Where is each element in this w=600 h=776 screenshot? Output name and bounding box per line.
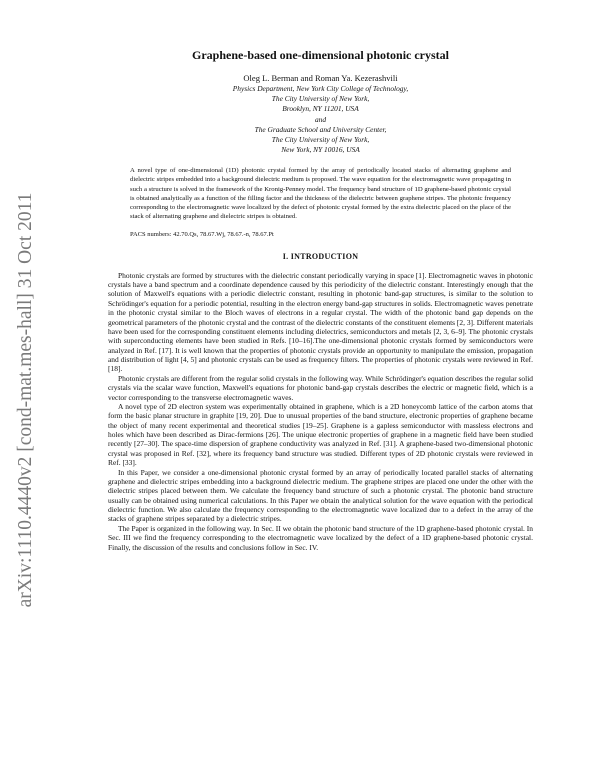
pacs-numbers: PACS numbers: 42.70.Qs, 78.67.Wj, 78.67.-n, 78.67.Pt: [130, 230, 274, 238]
body-paragraph: Photonic crystals are different from the regular solid crystals in the following way. While Schrödinger's equation describes the regular solid crystals via the scalar wave function, Maxwell's equations for photonic band-gap crystals describes the electric or magnetic field, which is a vector corresponding to the transverse electromagnetic waves.: [108, 373, 533, 402]
arxiv-identifier: arXiv:1110.4440v2 [cond-mat.mes-hall] 31 Oct 2011: [15, 192, 36, 608]
paper-authors: Oleg L. Berman and Roman Ya. Kezerashvili: [243, 73, 398, 83]
body-paragraph: A novel type of 2D electron system was experimentally obtained in graphene, which is a 2D honeycomb lattice of the carbon atoms that form the basic planar structure in graphite [19, 20]. Due to unusual properties of the band structure, electronic properties of graphene became the object of many recent experimental and theoretical studies [19–25]. Graphene is a gapless semiconductor with massless electrons and holes which have been described as Dirac-fermions [26]. The unique electronic properties of graphene in a magnetic field have been studied recently [27–30]. The space-time dispersion of graphene conductivity was analyzed in Ref. [31]. A graphene-based two-dimensional photonic crystal was proposed in Ref. [32], where its frequency band structure was studied. Different types of 2D photonic crystals were reviewed in Ref. [33].: [108, 401, 533, 468]
paper-page: [108, 48, 533, 552]
body-paragraph: In this Paper, we consider a one-dimensional photonic crystal formed by an array of periodically located parallel stacks of alternating graphene and dielectric stripes embedding into a background dielectric medium. The graphene stripes are placed one under the other with the dielectric stripes placed between them. We calculate the frequency band structure of such a photonic crystal. The photonic band structure usually can be obtained using numerical calculations. In this Paper we obtain the analytical solution for the wave equation with the periodical dielectric function. We also calculate the frequency corresponding to the electromagnetic wave localized due to a defect in the array of the stacks of graphene stripes separated by a dielectric stripes.: [108, 467, 533, 524]
body-paragraph: The Paper is organized in the following way. In Sec. II we obtain the photonic band structure of the 1D graphene-based photonic crystal. In Sec. III we find the frequency corresponding to the electromagnetic wave localized by the defect of a 1D graphene-based photonic crystal. Finally, the discussion of the results and conclusions follow in Sec. IV.: [108, 523, 533, 552]
arxiv-sidebar: [6, 150, 46, 650]
affiliation-line: Brooklyn, NY 11201, USA: [282, 104, 359, 114]
affiliation-line: The City University of New York,: [271, 94, 370, 104]
body-paragraph: Photonic crystals are formed by structures with the dielectric constant periodically varying in space [1]. Electromagnetic waves in photonic crystals have a band spectrum and a coordinate dependence caused by this periodicity of the dielectric constant. Interestingly enough that the solution of Maxwell's equations with a periodic dielectric constant, resulting in photonic band-gap structures, is similar to the solution to Schrödinger's equation for a periodic potential, resulting in the electron energy band-gap structures in solids. Electromagnetic waves penetrate in the photonic crystal similar to the Bloch waves of electrons in a regular crystal. The width of the photonic band gap depends on the geometrical parameters of the photonic crystal and the contrast of the dielectric constants of the constituent elements [2, 3]. Different materials have been used for the corresponding constituent elements including dielectrics, semiconductors and metals [2, 3, 6–9]. The photonic crystals with superconducting elements have been studied in Refs. [10–16].The one-dimensional photonic crystals formed by semiconductors were analyzed in Ref. [17]. It is well known that the properties of photonic crystals provide an opportunity to manipulate the emission, propagation and distribution of light [4, 5] and photonic crystals can be used as frequency filters. The properties of photonic crystals were reviewed in Ref. [18].: [108, 270, 533, 374]
paper-title: Graphene-based one-dimensional photonic crystal: [191, 48, 449, 62]
section-heading: I. INTRODUCTION: [282, 251, 359, 261]
affiliation-line: The City University of New York,: [271, 135, 370, 145]
affiliation-line: New York, NY 10016, USA: [281, 145, 360, 155]
affiliation-line: Physics Department, New York City College of Technology,: [232, 84, 409, 93]
abstract: A novel type of one-dimensional (1D) photonic crystal formed by the array of periodically located stacks of alternating graphene and dielectric stripes embedded into a background dielectric medium is proposed. The wave equation for the electromagnetic wave propagating in such a structure is solved in the framework of the Kronig-Penney model. The frequency band structure of 1D graphene-based photonic crystal is obtained analytically as a function of the filling factor and the thickness of the dielectric between graphene stripes. The photonic frequency corresponding to the electromagnetic wave localized by the defect of photonic crystal formed by the extra dielectric placed on the place of the stack of alternating graphene and dielectric stripes is obtained.: [130, 167, 511, 220]
affiliation-block: [108, 84, 533, 155]
affiliation-line: and: [314, 114, 327, 124]
affiliation-line: The Graduate School and University Center,: [254, 124, 387, 134]
